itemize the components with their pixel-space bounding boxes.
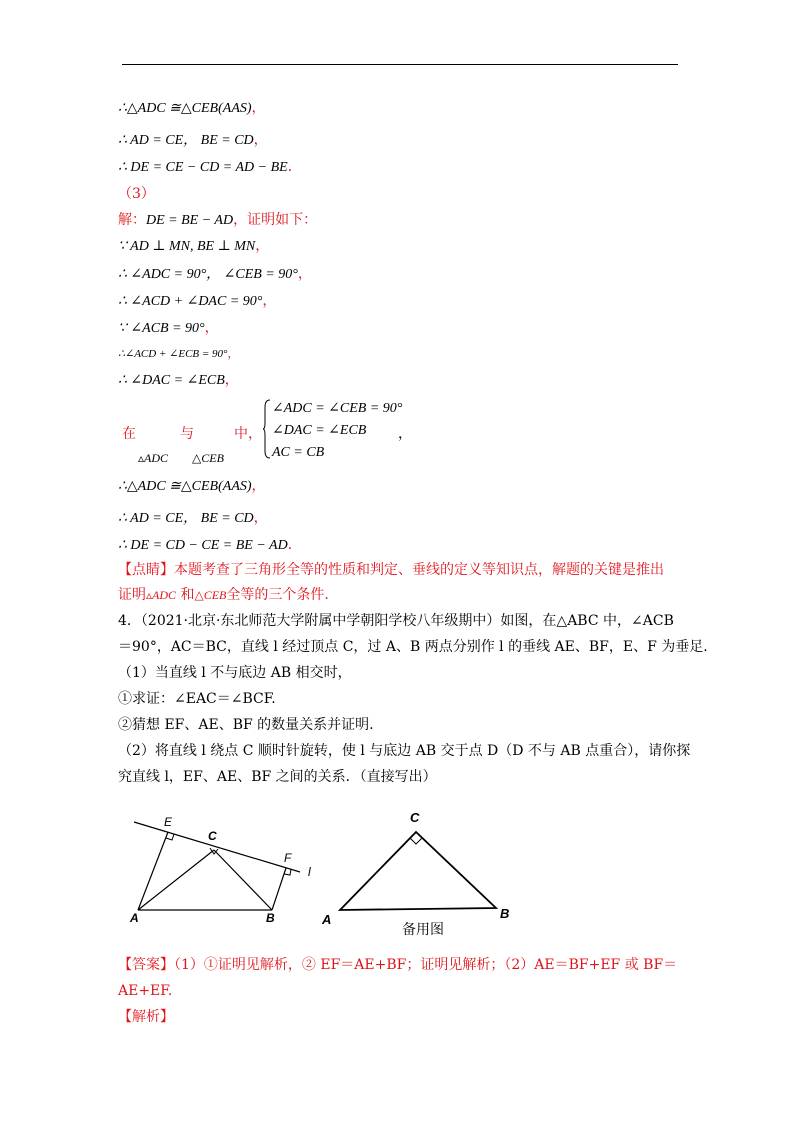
answer-line-1: 【答案】（1）①证明见解析，② EF＝AE+BF；证明见解析；（2）AE＝BF+EF 或 BF＝ xyxy=(118,957,678,973)
point-label-b: B xyxy=(266,911,275,925)
triangle-label: ▵ADC xyxy=(138,451,169,465)
problem-text: 4．（2021·北京·东北师范大学附属中学朝阳学校八年级期中）如图，在△ABC 中，∠ACB xyxy=(118,613,674,629)
answer-line-2: AE+EF. xyxy=(118,983,173,999)
part3-label: （3） xyxy=(118,186,155,202)
proof-line: ∵ AD ⊥ MN, BE ⊥ MN， xyxy=(118,238,270,254)
system-eq-2: ∠DAC = ∠ECB xyxy=(272,423,367,438)
point-label-f: F xyxy=(284,851,292,865)
comment-line-2: 证明▵ADC 和△CEB全等的三个条件. xyxy=(118,587,329,603)
system-eq-3: AC = CB xyxy=(272,445,325,460)
system-eq-1: ∠ADC = ∠CEB = 90° xyxy=(272,401,403,416)
point-label-c: C xyxy=(208,829,217,843)
problem-text: （2）将直线 l 绕点 C 顺时针旋转，使 l 与底边 AB 交于点 D（D 不与 AB 点重合），请你探 xyxy=(118,743,691,759)
proof-line: ∴ ∠ADC = 90°， ∠CEB = 90°， xyxy=(118,266,312,282)
system-brace xyxy=(263,399,271,459)
and-word: 与 xyxy=(180,426,194,442)
in-word: 在 xyxy=(122,426,136,442)
analysis-tag: 【解析】 xyxy=(118,1009,174,1025)
problem-text: ①求证：∠EAC＝∠BCF. xyxy=(118,691,276,707)
proof-line: ∴∠ACD + ∠ECB = 90°， xyxy=(118,347,239,360)
problem-text: （1）当直线 l 不与底边 AB 相交时， xyxy=(118,665,352,681)
point-label-c: C xyxy=(410,810,420,825)
part3-solution: 解：DE = BE − AD，证明如下： xyxy=(118,212,318,228)
problem-text: 究直线 l，EF、AE、BF 之间的关系．（直接写出） xyxy=(118,769,437,785)
figure-2-diagram xyxy=(318,806,518,940)
proof-line: ∴ AD = CE， BE = CD， xyxy=(118,510,268,526)
header-rule xyxy=(122,64,678,65)
proof-line: ∴△ADC ≅△CEB(AAS)， xyxy=(118,478,266,494)
figure-1-diagram xyxy=(120,808,330,928)
proof-line: ∴ ∠DAC = ∠ECB， xyxy=(118,372,239,388)
point-label-a: A xyxy=(322,912,332,927)
problem-text: ＝90°，AC＝BC，直线 l 经过顶点 C，过 A、B 两点分别作 l 的垂线 AE、BF，E、F 为垂足. xyxy=(118,639,708,655)
point-label-b: B xyxy=(500,906,510,921)
proof-line: ∴ AD = CE， BE = CD， xyxy=(118,132,268,148)
triangle-label: △CEB xyxy=(192,451,224,465)
line-label-l: l xyxy=(308,865,311,879)
proof-line: ∵ ∠ACB = 90°， xyxy=(118,320,219,336)
point-label-e: E xyxy=(164,815,173,829)
of-word: 中， xyxy=(234,426,262,442)
problem-text: ②猜想 EF、AE、BF 的数量关系并证明. xyxy=(118,717,374,733)
proof-line: ∴ DE = CE − CD = AD − BE． xyxy=(118,159,302,175)
point-label-a: A xyxy=(130,911,139,925)
proof-line: ∴△ADC ≅△CEB(AAS)， xyxy=(118,100,266,116)
figure-caption: 备用图 xyxy=(402,921,444,937)
comment-line-1: 【点睛】本题考查了三角形全等的性质和判定、垂线的定义等知识点，解题的关键是推出 xyxy=(118,562,664,578)
system-end: ， xyxy=(398,426,412,442)
proof-line: ∴ ∠ACD + ∠DAC = 90°， xyxy=(118,293,277,309)
proof-line: ∴ DE = CD − CE = BE − AD． xyxy=(118,537,302,553)
